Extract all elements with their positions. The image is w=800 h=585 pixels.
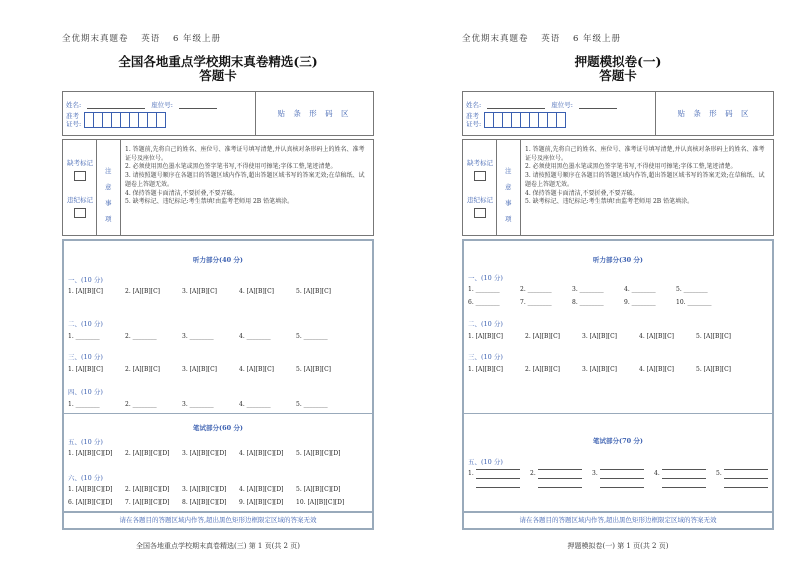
absent-checkbox[interactable]	[474, 171, 486, 181]
subject: 英语	[141, 34, 161, 44]
written-title: 笔试部分(60 分)	[193, 424, 243, 432]
absent-checkbox[interactable]	[74, 171, 86, 181]
seat-field[interactable]	[179, 101, 217, 109]
seat-field[interactable]	[579, 101, 617, 109]
written-title: 笔试部分(70 分)	[593, 437, 643, 445]
section-divider	[464, 413, 772, 414]
barcode-area: 贴 条 形 码 区	[277, 109, 352, 118]
section-divider	[64, 413, 372, 414]
page-footer: 全国各地重点学校期末真卷精选(三) 第 1 页(共 2 页)	[136, 542, 300, 550]
section-label: 一、(10 分)	[68, 276, 103, 284]
page-subtitle: 答题卡	[599, 68, 637, 83]
exam-no-cells[interactable]	[484, 112, 565, 128]
violation-checkbox[interactable]	[474, 208, 486, 218]
seat-label: 座位号:	[151, 101, 173, 109]
notes-label: 注 意 事 项	[97, 140, 121, 235]
listening-title: 听力部分(40 分)	[193, 256, 243, 264]
answer-sheet-right	[400, 0, 800, 585]
bottom-note: 请在各题目的答题区域内作答,超出黑色矩形边框限定区域的答案无效	[62, 513, 374, 530]
name-label: 姓名:	[66, 101, 82, 109]
exam-no-label: 准考证号:	[466, 112, 482, 128]
notes-list: 1. 答题前,先将自己的姓名、座位号、准考证号填写清楚,并认真核对条形码上的姓名、准考证号及座位号。 2. 必须使用黑色墨水笔或黑色签字笔书写,不得使用可擦笔;字体工整,笔迹清楚。 3. 请按照题号顺序在各题目的答题区域内作答,超出答题区域书写的答案无效;在草稿纸、试题卷上答题无效。 4. 保持答题卡面清洁,不要折叠,不要弄破。 5. 缺考标记、违纪标记:考生禁填!由监考老师用 2B 铅笔填涂。	[125, 146, 365, 206]
page-footer: 押题模拟卷(一) 第 1 页(共 2 页)	[567, 542, 669, 550]
seat-label: 座位号:	[551, 101, 573, 109]
section-label: 三、(10 分)	[68, 353, 103, 361]
series-name: 全优期末真题卷	[62, 34, 129, 44]
absent-mark: 缺考标记	[63, 158, 97, 181]
page-title: 全国各地重点学校期末真卷精选(三)	[118, 54, 318, 69]
exam-no-label: 准考证号:	[66, 112, 82, 128]
section-label: 五、(10 分)	[68, 438, 103, 446]
section-label: 二、(10 分)	[68, 320, 103, 328]
subject: 英语	[541, 34, 561, 44]
student-info-box	[62, 91, 374, 136]
page-header	[62, 32, 230, 44]
instructions-box	[62, 139, 374, 236]
answer-area: 听力部分(30 分) 一、(10 分) 1. ________ 2. ________ 3. ________ 4. ________ 5. ________ 6. ________ 7. ________ 8. ________ 9. ________ 10. ________ 二、(10 分) 1. [A][B][C] 2. [A][B][C] 3. [A][B][C] 4. [A][B][C] 5. [A][B][C] 三、(10 分) 1. [A][B][C] 2. [A][B][C] 3. [A][B][C] 4. [A][B][C] 5. [A][B][C] 笔试部分(70 分) 五、(10 分) 1. 2. 3. 4. 5.	[462, 239, 774, 513]
section-label: 五、(10 分)	[468, 458, 503, 466]
bottom-note: 请在各题目的答题区域内作答,超出黑色矩形边框限定区域的答案无效	[462, 513, 774, 530]
listening-title: 听力部分(30 分)	[593, 256, 643, 264]
grade: 6 年级上册	[172, 34, 222, 44]
page-header	[462, 32, 630, 44]
page-subtitle: 答题卡	[199, 68, 237, 83]
student-info-box	[462, 91, 774, 136]
violation-mark: 违纪标记	[463, 195, 497, 218]
section-label: 三、(10 分)	[468, 353, 503, 361]
section-label: 二、(10 分)	[468, 320, 503, 328]
answer-area: 听力部分(40 分) 一、(10 分) 1. [A][B][C] 2. [A][B][C] 3. [A][B][C] 4. [A][B][C] 5. [A][B][C] 二、(10 分) 1. ________ 2. ________ 3. ________ 4. ________ 5. ________ 三、(10 分) 1. [A][B][C] 2. [A][B][C] 3. [A][B][C] 4. [A][B][C] 5. [A][B][C] 四、(10 分) 1. ________ 2. ________ 3. ________ 4. ________ 5. ________ 笔试部分(60 分) 五、(10 分) 1. [A][B][C][D] 2. [A][B][C][D] 3. [A][B][C][D] 4. [A][B][C][D] 5. [A][B][C][D] 六、(10 分) 1. [A][B][C][D] 2. [A][B][C][D] 3. [A][B][C][D] 4. [A][B][C][D] 5. [A][B][C][D] 6. [A][B][C][D] 7. [A][B][C][D] 8. [A][B][C][D] 9. [A][B][C][D] 10. [A][B][C][D]	[62, 239, 374, 513]
name-field[interactable]	[87, 101, 145, 109]
page-title: 押题模拟卷(一)	[574, 54, 662, 69]
grade: 6 年级上册	[572, 34, 622, 44]
exam-no-cells[interactable]	[84, 112, 165, 128]
name-field[interactable]	[487, 101, 545, 109]
section-label: 六、(10 分)	[68, 474, 103, 482]
section-label: 一、(10 分)	[468, 274, 503, 282]
violation-mark: 违纪标记	[63, 195, 97, 218]
absent-mark: 缺考标记	[463, 158, 497, 181]
instructions-box	[462, 139, 774, 236]
notes-list: 1. 答题前,先将自己的姓名、座位号、准考证号填写清楚,并认真核对条形码上的姓名、准考证号及座位号。 2. 必须使用黑色墨水笔或黑色签字笔书写,不得使用可擦笔;字体工整,笔迹清楚。 3. 请按照题号顺序在各题目的答题区域内作答,超出答题区域书写的答案无效;在草稿纸、试题卷上答题无效。 4. 保持答题卡面清洁,不要折叠,不要弄破。 5. 缺考标记、违纪标记:考生禁填!由监考老师用 2B 铅笔填涂。	[525, 146, 765, 206]
violation-checkbox[interactable]	[74, 208, 86, 218]
barcode-area: 贴 条 形 码 区	[677, 109, 752, 118]
series-name: 全优期末真题卷	[462, 34, 529, 44]
notes-label: 注 意 事 项	[497, 140, 521, 235]
name-label: 姓名:	[466, 101, 482, 109]
section-label: 四、(10 分)	[68, 388, 103, 396]
